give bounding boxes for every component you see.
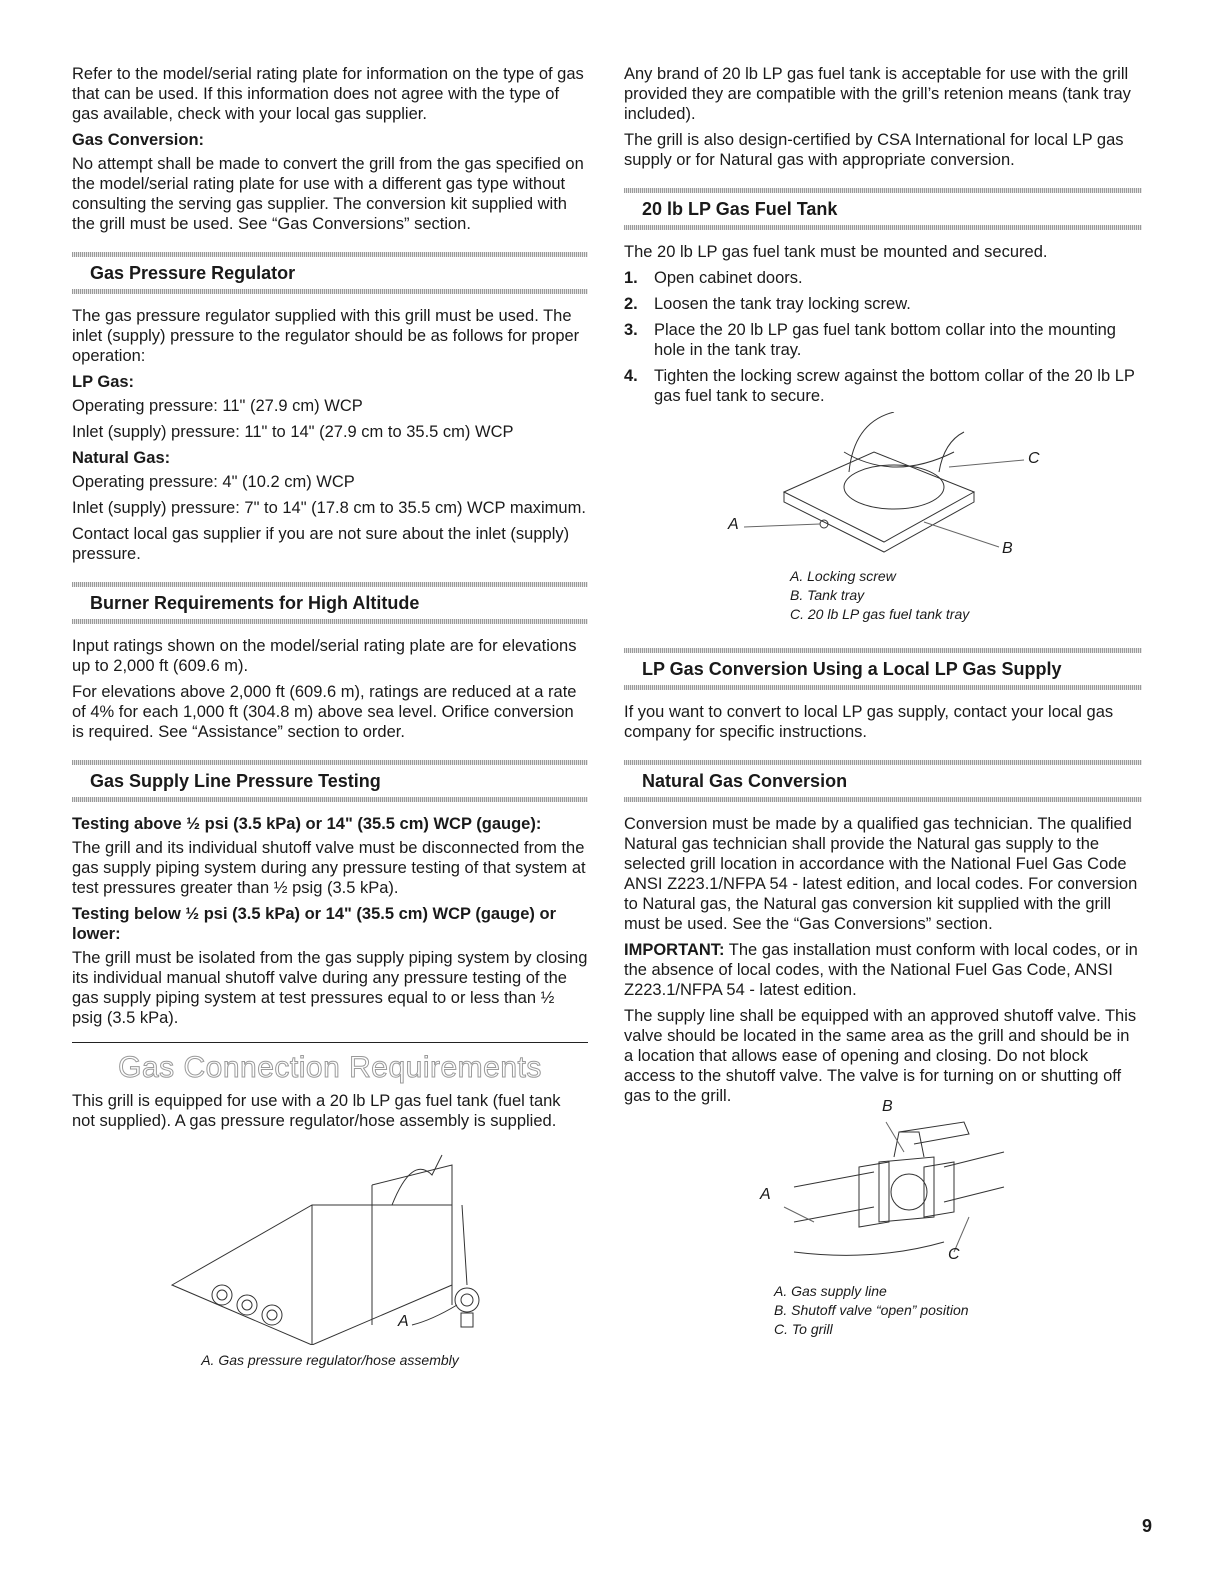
list-item bbox=[624, 366, 1142, 406]
page-number: 9 bbox=[1141, 1516, 1152, 1536]
important-label: IMPORTANT: bbox=[624, 941, 725, 959]
natural-conversion-text: Conversion must be made by a qualified gas technician. The qualified Natural gas technician shall provide the Natural gas supply to the selected grill location in accordance with the National Fuel Gas Code ANSI Z223.1/NFPA 54 - latest edition, and local codes. For conversion to Natural gas, the Natural gas conversion kit supplied with the grill must be used. See the “Gas Conversions” section. bbox=[624, 815, 1138, 933]
natural-gas-label: Natural Gas: bbox=[72, 449, 171, 467]
step-text: Loosen the tank tray locking screw. bbox=[654, 295, 911, 313]
step-number: 4. bbox=[624, 367, 638, 385]
altitude-text-1: Input ratings shown on the model/serial rating plate are for elevations up to 2,000 ft (609.6 m). bbox=[72, 637, 577, 675]
step-number: 1. bbox=[624, 269, 638, 287]
natural-inlet-pressure: Inlet (supply) pressure: 7" to 14" (17.8 cm to 35.5 cm) WCP maximum. bbox=[72, 499, 586, 517]
intro-paragraph: Refer to the model/serial rating plate for information on the type of gas that can be used. If this information does not agree with the type of gas available, check with your local gas supplier. bbox=[72, 65, 584, 123]
list-item bbox=[624, 294, 1142, 314]
section-divider bbox=[624, 685, 1142, 690]
testing-above-text: The grill and its individual shutoff valve must be disconnected from the gas supply piping system during any pressure testing of that system at test pressures greater than ½ psig (3.5 kPa). bbox=[72, 839, 586, 897]
caption-line: C. To grill bbox=[774, 1321, 833, 1337]
section-high-altitude bbox=[72, 582, 588, 624]
major-section-title: Gas Connection Requirements bbox=[118, 1051, 542, 1084]
caption-line: A. Gas supply line bbox=[774, 1283, 887, 1299]
section-divider bbox=[624, 797, 1142, 802]
figure-label-a: A bbox=[760, 1186, 771, 1203]
list-item bbox=[624, 320, 1142, 360]
testing-below-text: The grill must be isolated from the gas supply piping system by closing its individual manual shutoff valve during any pressure testing of the gas supply piping system at test pressures equal to or less than ½ psig (3.5 kPa). bbox=[72, 949, 588, 1027]
section-heading: Burner Requirements for High Altitude bbox=[90, 593, 420, 613]
contact-supplier-text: Contact local gas supplier if you are not sure about the inlet (supply) pressure. bbox=[72, 525, 570, 563]
section-heading: 20 lb LP Gas Fuel Tank bbox=[642, 199, 838, 219]
caption-line: B. Tank tray bbox=[790, 587, 865, 603]
gas-conversion-label: Gas Conversion: bbox=[72, 131, 205, 149]
figure-label-a: A bbox=[398, 1313, 409, 1330]
major-divider bbox=[72, 1042, 588, 1043]
regulator-text: The gas pressure regulator supplied with this grill must be used. The inlet (supply) pressure to the regulator should be as follows for proper operation: bbox=[72, 307, 580, 365]
right-column bbox=[624, 64, 1142, 1352]
tank-tray-illustration bbox=[624, 412, 1142, 562]
left-column bbox=[72, 64, 588, 1370]
caption-line: A. Locking screw bbox=[790, 568, 896, 584]
certified-text: The grill is also design-certified by CSA International for local LP gas supply or for Natural gas with appropriate conversion. bbox=[624, 131, 1124, 169]
gas-conversion-text: No attempt shall be made to convert the grill from the gas specified on the model/serial rating plate for use with a different gas type without consulting the serving gas supplier. The conversion kit supplied with the grill must be used. See “Gas Conversions” section. bbox=[72, 155, 584, 233]
figure-label-b: B bbox=[1002, 540, 1013, 557]
section-fuel-tank bbox=[624, 188, 1142, 230]
section-divider bbox=[72, 797, 588, 802]
figure-label-c: C bbox=[1028, 450, 1040, 467]
local-lp-text: If you want to convert to local LP gas supply, contact your local gas company for specific instructions. bbox=[624, 703, 1114, 741]
step-text: Tighten the locking screw against the bottom collar of the 20 lb LP gas fuel tank to secure. bbox=[654, 367, 1135, 405]
lp-gas-label: LP Gas: bbox=[72, 373, 135, 391]
tank-steps-list bbox=[624, 268, 1142, 406]
tank-intro: The 20 lb LP gas fuel tank must be mounted and secured. bbox=[624, 243, 1048, 261]
supply-line-text: The supply line shall be equipped with an approved shutoff valve. This valve should be located in the same area as the grill and should be in a location that allows ease of opening and closing. Do not block access to the shutoff valve. The valve is for turning on or shutting off gas to the grill. bbox=[624, 1007, 1137, 1105]
important-paragraph bbox=[624, 940, 1142, 1000]
section-local-lp bbox=[624, 648, 1142, 690]
figure-captions bbox=[790, 567, 969, 624]
section-natural-gas-conversion bbox=[624, 760, 1142, 802]
figure-label-c: C bbox=[948, 1246, 960, 1263]
section-heading: Natural Gas Conversion bbox=[642, 771, 848, 791]
brand-text: Any brand of 20 lb LP gas fuel tank is acceptable for use with the grill provided they are compatible with the grill’s retenion means (tank tray included). bbox=[624, 65, 1131, 123]
section-heading: Gas Pressure Regulator bbox=[90, 263, 296, 283]
testing-above-label: Testing above ½ psi (3.5 kPa) or 14" (35.5 cm) WCP (gauge): bbox=[72, 815, 542, 833]
valve-figure bbox=[624, 1098, 1142, 1352]
section-divider bbox=[72, 619, 588, 624]
tank-tray-figure bbox=[624, 412, 1142, 630]
figure-label-b: B bbox=[882, 1098, 893, 1115]
section-pressure-testing bbox=[72, 760, 588, 802]
list-item bbox=[624, 268, 1142, 288]
connection-text: This grill is equipped for use with a 20 lb LP gas fuel tank (fuel tank not supplied). A gas pressure regulator/hose assembly is supplied. bbox=[72, 1092, 561, 1130]
section-heading: Gas Supply Line Pressure Testing bbox=[90, 771, 381, 791]
regulator-figure bbox=[72, 1145, 588, 1370]
lp-operating-pressure: Operating pressure: 11" (27.9 cm) WCP bbox=[72, 397, 363, 415]
figure-caption: A. Gas pressure regulator/hose assembly bbox=[201, 1352, 459, 1368]
figure-captions bbox=[774, 1282, 969, 1339]
section-divider bbox=[624, 225, 1142, 230]
section-heading: LP Gas Conversion Using a Local LP Gas Supply bbox=[642, 659, 1062, 679]
caption-line: C. 20 lb LP gas fuel tank tray bbox=[790, 606, 970, 622]
caption-line: B. Shutoff valve “open” position bbox=[774, 1302, 969, 1318]
step-text: Open cabinet doors. bbox=[654, 269, 803, 287]
section-gas-pressure-regulator bbox=[72, 252, 588, 294]
step-number: 2. bbox=[624, 295, 638, 313]
important-text: The gas installation must conform with local codes, or in the absence of local codes, with the National Fuel Gas Code, ANSI Z223.1/NFPA 54 - latest edition. bbox=[624, 941, 1138, 999]
section-divider bbox=[72, 289, 588, 294]
testing-below-label: Testing below ½ psi (3.5 kPa) or 14" (35.5 cm) WCP (gauge) or lower: bbox=[72, 905, 556, 943]
step-text: Place the 20 lb LP gas fuel tank bottom collar into the mounting hole in the tank tray. bbox=[654, 321, 1116, 359]
lp-inlet-pressure: Inlet (supply) pressure: 11" to 14" (27.9 cm to 35.5 cm) WCP bbox=[72, 423, 514, 441]
natural-operating-pressure: Operating pressure: 4" (10.2 cm) WCP bbox=[72, 473, 355, 491]
grill-illustration bbox=[72, 1145, 588, 1345]
figure-label-a: A bbox=[728, 516, 739, 533]
shutoff-valve-illustration bbox=[624, 1112, 1142, 1272]
altitude-text-2: For elevations above 2,000 ft (609.6 m), ratings are reduced at a rate of 4% for each 1,000 ft (304.8 m) above sea level. Orifice conversion is required. See “Assistance” section to order. bbox=[72, 683, 577, 741]
step-number: 3. bbox=[624, 321, 638, 339]
